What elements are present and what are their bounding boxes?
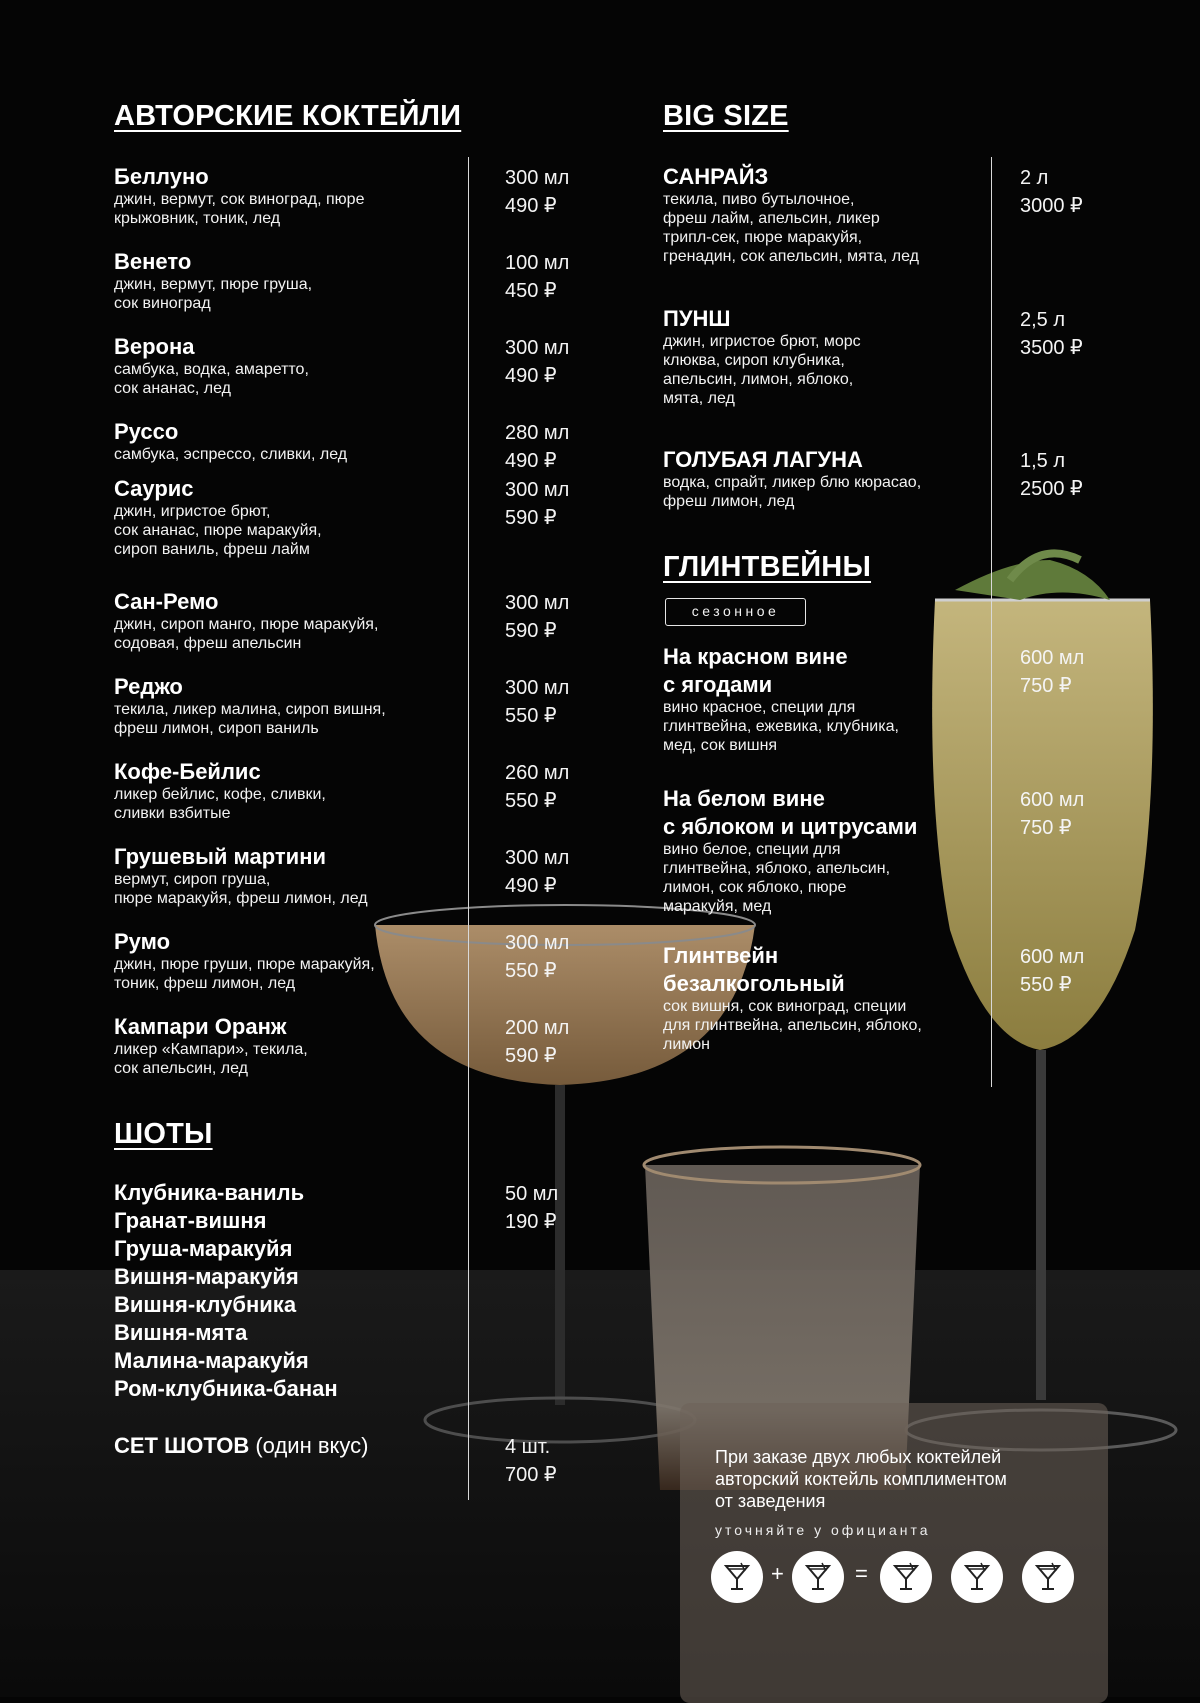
- menu-item-volume: 600 мл: [1020, 789, 1085, 811]
- promo-text-line: При заказе двух любых коктейлей: [715, 1447, 1002, 1467]
- menu-item-description: сок вишня, сок виноград, специи: [663, 998, 907, 1015]
- menu-item-description: гренадин, сок апельсин, мята, лед: [663, 248, 919, 265]
- menu-item: [663, 942, 922, 1055]
- menu-item-price: [505, 249, 569, 305]
- menu-item-volume: 280 мл: [505, 422, 570, 444]
- menu-item-name: с ягодами: [663, 672, 773, 697]
- menu-item: [114, 588, 378, 654]
- menu-item-price: [1020, 786, 1084, 842]
- menu-item-description: сливки взбитые: [114, 805, 231, 822]
- shot-set-note: (один вкус): [255, 1433, 369, 1458]
- menu-item: [114, 418, 347, 465]
- menu-item-price: [505, 476, 569, 532]
- menu-item: [114, 333, 309, 399]
- shot-item: Вишня-маракуйя: [114, 1264, 299, 1289]
- big-size-section-title: BIG SIZE: [663, 100, 789, 132]
- promo-text-line: авторский коктейль комплиментом: [715, 1469, 1007, 1489]
- menu-item-description: фреш лимон, лед: [663, 493, 795, 510]
- menu-item-description: для глинтвейна, апельсин, яблоко,: [663, 1017, 922, 1034]
- menu-item-volume: 600 мл: [1020, 647, 1085, 669]
- cocktail-glass-icon: [792, 1551, 844, 1603]
- menu-item-description: лимон: [663, 1036, 711, 1053]
- menu-item-description: маракуйя, мед: [663, 898, 772, 915]
- menu-item: [114, 248, 312, 314]
- menu-item-price: [505, 164, 569, 220]
- menu-item-volume: 2 л: [1020, 167, 1049, 189]
- menu-item: [663, 446, 921, 512]
- shots-list: [114, 1179, 338, 1403]
- menu-item-description: глинтвейна, ежевика, клубника,: [663, 718, 899, 735]
- menu-item: [663, 163, 919, 267]
- menu-item-price: [505, 1014, 569, 1070]
- menu-item-cost: 590 ₽: [505, 1045, 557, 1067]
- menu-item-name: ПУНШ: [663, 306, 731, 331]
- menu-item-description: самбука, водка, амаретто,: [114, 361, 309, 378]
- menu-item: [114, 673, 386, 739]
- menu-item-cost: 750 ₽: [1020, 675, 1072, 697]
- menu-item-description: содовая, фреш апельсин: [114, 635, 302, 652]
- menu-item-name: Кофе-Бейлис: [114, 759, 261, 784]
- menu-item-name: Глинтвейн: [663, 943, 779, 968]
- menu-item-name: Верона: [114, 334, 195, 359]
- menu-item-volume: 300 мл: [505, 932, 570, 954]
- menu-item-description: самбука, эспрессо, сливки, лед: [114, 446, 348, 463]
- menu-item-description: мед, сок вишня: [663, 737, 778, 754]
- menu-item-description: вино красное, специи для: [663, 699, 856, 716]
- menu-item-description: фреш лайм, апельсин, ликер: [663, 210, 880, 227]
- menu-item-description: лимон, сок яблоко, пюре: [663, 879, 847, 896]
- shot-set-cost: 700 ₽: [505, 1464, 557, 1486]
- right-column-divider: [991, 157, 992, 1087]
- menu-item-volume: 300 мл: [505, 167, 570, 189]
- mulled-section-title: ГЛИНТВЕЙНЫ: [663, 551, 872, 583]
- menu-item-price: [505, 419, 569, 475]
- menu-item: [663, 785, 917, 917]
- menu-item: [663, 305, 861, 409]
- promo-text: [715, 1446, 1095, 1512]
- menu-item-cost: 590 ₽: [505, 507, 557, 529]
- shot-item: Вишня-мята: [114, 1320, 248, 1345]
- shot-set-volume: 4 шт.: [505, 1436, 551, 1458]
- menu-item-cost: 3500 ₽: [1020, 337, 1083, 359]
- menu-item-cost: 590 ₽: [505, 620, 557, 642]
- promo-subtext: уточняйте у официанта: [715, 1522, 931, 1538]
- menu-item-cost: 2500 ₽: [1020, 478, 1083, 500]
- menu-item: [114, 475, 322, 560]
- menu-item-cost: 490 ₽: [505, 195, 557, 217]
- shots-price: [505, 1180, 558, 1236]
- plus-sign: +: [771, 1561, 784, 1586]
- menu-item: [114, 163, 364, 229]
- shot-item: Клубника-ваниль: [114, 1180, 305, 1205]
- menu-item-description: крыжовник, тоник, лед: [114, 210, 281, 227]
- menu-item-description: мята, лед: [663, 390, 735, 407]
- promo-icons-row: [711, 1551, 1091, 1607]
- menu-item-price: [505, 334, 569, 390]
- menu-item-price: [1020, 164, 1083, 220]
- menu-item-volume: 2,5 л: [1020, 309, 1066, 331]
- menu-item-description: фреш лимон, сироп ваниль: [114, 720, 319, 737]
- shot-item: Груша-маракуйя: [114, 1236, 293, 1261]
- menu-item-price: [1020, 943, 1084, 999]
- menu-item-description: апельсин, лимон, яблоко,: [663, 371, 854, 388]
- menu-item-cost: 490 ₽: [505, 450, 557, 472]
- menu-item-volume: 300 мл: [505, 677, 570, 699]
- menu-item-cost: 490 ₽: [505, 365, 557, 387]
- cocktail-glass-icon: [951, 1551, 1003, 1603]
- menu-item: [663, 643, 899, 756]
- menu-item-cost: 550 ₽: [1020, 974, 1072, 996]
- menu-item-description: текила, ликер малина, сироп вишня,: [114, 701, 386, 718]
- menu-item-cost: 550 ₽: [505, 790, 557, 812]
- menu-item: [114, 1013, 308, 1079]
- menu-item-cost: 550 ₽: [505, 960, 557, 982]
- menu-item-description: водка, спрайт, ликер блю кюрасао,: [663, 474, 922, 491]
- menu-item: [114, 758, 326, 824]
- left-column-divider: [468, 157, 469, 1500]
- menu-item-cost: 750 ₽: [1020, 817, 1072, 839]
- shot-set: [114, 1432, 368, 1460]
- shot-item: Вишня-клубника: [114, 1292, 297, 1317]
- shot-set-price: [505, 1433, 557, 1489]
- shot-set-name: СЕТ ШОТОВ: [114, 1433, 250, 1458]
- menu-item-description: джин, игристое брют, морс: [663, 333, 861, 350]
- menu-item-description: тоник, фреш лимон, лед: [114, 975, 296, 992]
- menu-item-price: [1020, 644, 1084, 700]
- menu-item-name: Сан-Ремо: [114, 589, 219, 614]
- menu-item-description: вермут, сироп груша,: [114, 871, 271, 888]
- menu-item-name: САНРАЙЗ: [663, 164, 769, 189]
- menu-item-cost: 490 ₽: [505, 875, 557, 897]
- menu-item-description: джин, вермут, сок виноград, пюре: [114, 191, 365, 208]
- menu-item-price: [505, 674, 569, 730]
- menu-item-name: На красном вине: [663, 644, 848, 669]
- menu-item-description: ликер «Кампари», текила,: [114, 1041, 308, 1058]
- menu-item-cost: 3000 ₽: [1020, 195, 1083, 217]
- cocktail-glass-icon: [1022, 1551, 1074, 1603]
- menu-item-volume: 300 мл: [505, 337, 570, 359]
- menu-item-description: сок ананас, лед: [114, 380, 231, 397]
- shot-item: Ром-клубника-банан: [114, 1376, 338, 1401]
- menu-item-price: [1020, 447, 1083, 503]
- promo-box: [680, 1403, 1108, 1703]
- cocktail-glass-icon: [711, 1551, 763, 1603]
- menu-item-cost: 450 ₽: [505, 280, 557, 302]
- menu-item-price: [505, 929, 569, 985]
- promo-text-line: от заведения: [715, 1491, 826, 1511]
- menu-item-description: текила, пиво бутылочное,: [663, 191, 855, 208]
- menu-item: [114, 843, 368, 909]
- menu-item-description: трипл-сек, пюре маракуйя,: [663, 229, 863, 246]
- shots-volume: 50 мл: [505, 1183, 559, 1205]
- menu-item-name: Саурис: [114, 476, 194, 501]
- shots-section-title: ШОТЫ: [114, 1118, 213, 1150]
- menu-item-name: Беллуно: [114, 164, 209, 189]
- menu-item-volume: 1,5 л: [1020, 450, 1066, 472]
- menu-item-volume: 300 мл: [505, 847, 570, 869]
- menu-item-description: джин, вермут, пюре груша,: [114, 276, 313, 293]
- menu-item-volume: 600 мл: [1020, 946, 1085, 968]
- menu-item-description: вино белое, специи для: [663, 841, 841, 858]
- menu-item-name: Реджо: [114, 674, 183, 699]
- menu-item-name: безалкогольный: [663, 971, 845, 996]
- menu-item-description: сок виноград: [114, 295, 211, 312]
- menu-item-name: Грушевый мартини: [114, 844, 327, 869]
- menu-item-price: [505, 589, 569, 645]
- menu-item-description: сироп ваниль, фреш лайм: [114, 541, 310, 558]
- menu-item-name: с яблоком и цитрусами: [663, 814, 918, 839]
- menu-item-description: джин, сироп манго, пюре маракуйя,: [114, 616, 379, 633]
- equals-sign: =: [855, 1561, 868, 1586]
- menu-item-price: [1020, 306, 1083, 362]
- menu-item-name: ГОЛУБАЯ ЛАГУНА: [663, 447, 863, 472]
- menu-item-description: джин, пюре груши, пюре маракуйя,: [114, 956, 375, 973]
- menu-item-price: [505, 759, 569, 815]
- menu-item-volume: 300 мл: [505, 592, 570, 614]
- menu-item-description: джин, игристое брют,: [114, 503, 271, 520]
- menu-item: [114, 928, 375, 994]
- menu-item-name: Венето: [114, 249, 192, 274]
- menu-item-name: На белом вине: [663, 786, 825, 811]
- shot-item: Малина-маракуйя: [114, 1348, 309, 1373]
- menu-item-name: Кампари Оранж: [114, 1014, 287, 1039]
- menu-item-description: клюква, сироп клубника,: [663, 352, 845, 369]
- menu-item-description: ликер бейлис, кофе, сливки,: [114, 786, 326, 803]
- menu-item-description: сок ананас, пюре маракуйя,: [114, 522, 322, 539]
- menu-item-description: глинтвейна, яблоко, апельсин,: [663, 860, 891, 877]
- menu-item-cost: 550 ₽: [505, 705, 557, 727]
- authors-section-title: АВТОРСКИЕ КОКТЕЙЛИ: [114, 100, 462, 132]
- menu-item-volume: 100 мл: [505, 252, 570, 274]
- menu-item-volume: 260 мл: [505, 762, 570, 784]
- menu-item-description: пюре маракуйя, фреш лимон, лед: [114, 890, 368, 907]
- seasonal-badge: сезонное: [665, 598, 806, 626]
- menu-item-description: сок апельсин, лед: [114, 1060, 249, 1077]
- menu-item-volume: 200 мл: [505, 1017, 570, 1039]
- menu-item-volume: 300 мл: [505, 479, 570, 501]
- shot-item: Гранат-вишня: [114, 1208, 267, 1233]
- shots-cost: 190 ₽: [505, 1211, 557, 1233]
- menu-item-name: Руссо: [114, 419, 179, 444]
- cocktail-glass-icon: [880, 1551, 932, 1603]
- menu-item-name: Румо: [114, 929, 171, 954]
- menu-item-price: [505, 844, 569, 900]
